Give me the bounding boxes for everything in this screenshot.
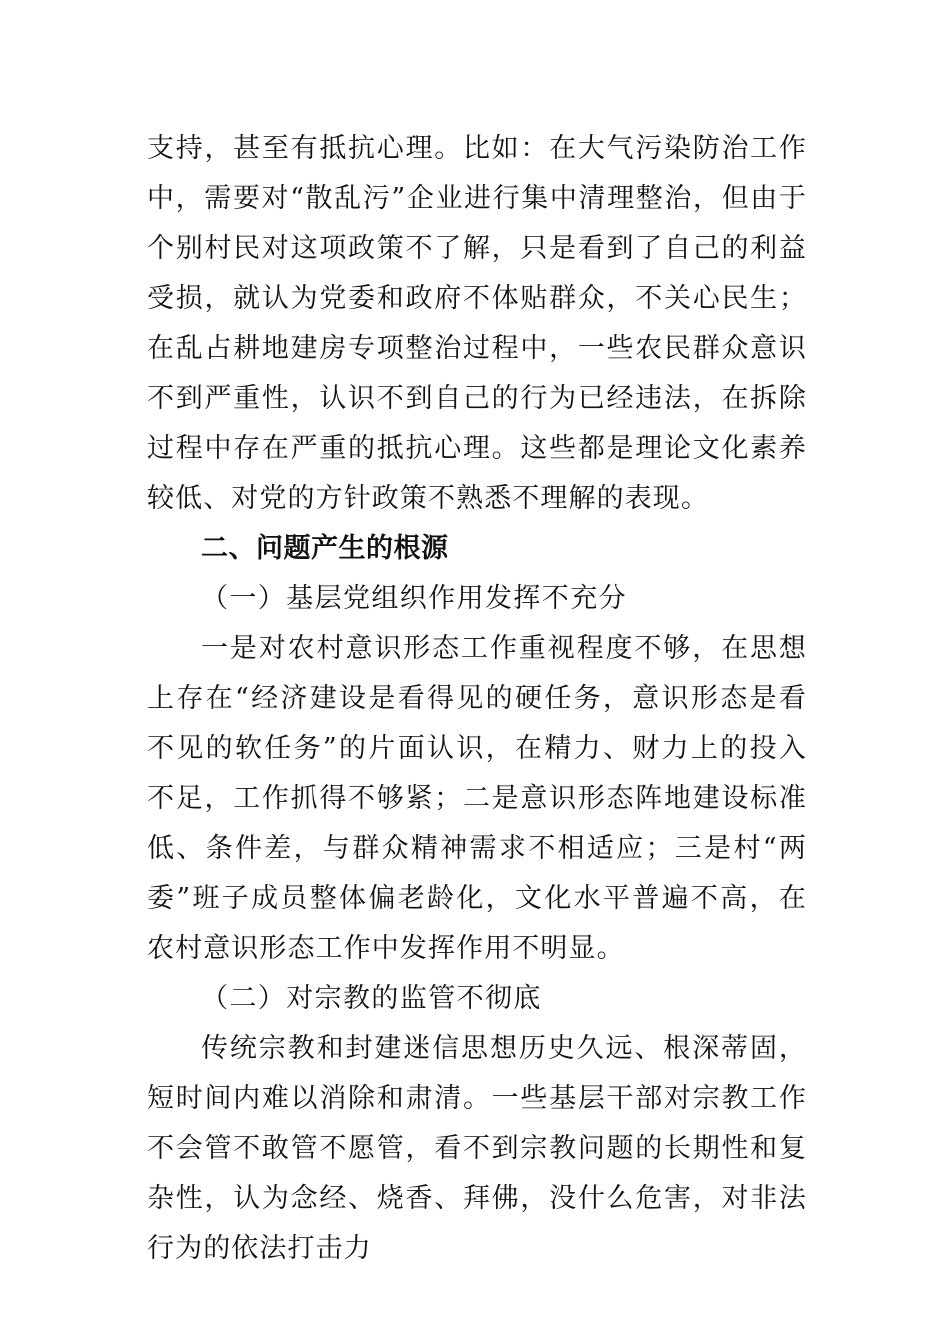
paragraph-body-2: 传统宗教和封建迷信思想历史久远、根深蒂固，短时间内难以消除和肃清。一些基层干部对宗教工作不会管不敢管不愿管，看不到宗教问题的长期性和复杂性，认为念经、烧香、拜佛，没什么危害，对非法行为的依法打击力 [147,1033,807,1264]
document-body [147,124,807,1274]
section-heading: 二、问题产生的根源 [201,533,449,564]
subsection-heading-1: （一）基层党组织作用发挥不充分 [201,583,627,614]
paragraph-continuation: 支持，甚至有抵抗心理。比如：在大气污染防治工作中，需要对“散乱污”企业进行集中清理整治，但由于个别村民对这项政策不了解，只是看到了自己的利益受损，就认为党委和政府不体贴群众，不关心民生；在乱占耕地建房专项整治过程中，一些农民群众意识不到严重性，认识不到自己的行为已经违法，在拆除过程中存在严重的抵抗心理。这些都是理论文化素养较低、对党的方针政策不熟悉不理解的表现。 [147,133,807,514]
subsection-heading-2: （二）对宗教的监管不彻底 [201,983,542,1014]
paragraph-body-1: 一是对农村意识形态工作重视程度不够，在思想上存在“经济建设是看得见的硬任务，意识形态是看不见的软任务”的片面认识，在精力、财力上的投入不足，工作抓得不够紧；二是意识形态阵地建设标准低、条件差，与群众精神需求不相适应；三是村“两委”班子成员整体偏老龄化，文化水平普遍不高，在农村意识形态工作中发挥作用不明显。 [147,633,807,964]
